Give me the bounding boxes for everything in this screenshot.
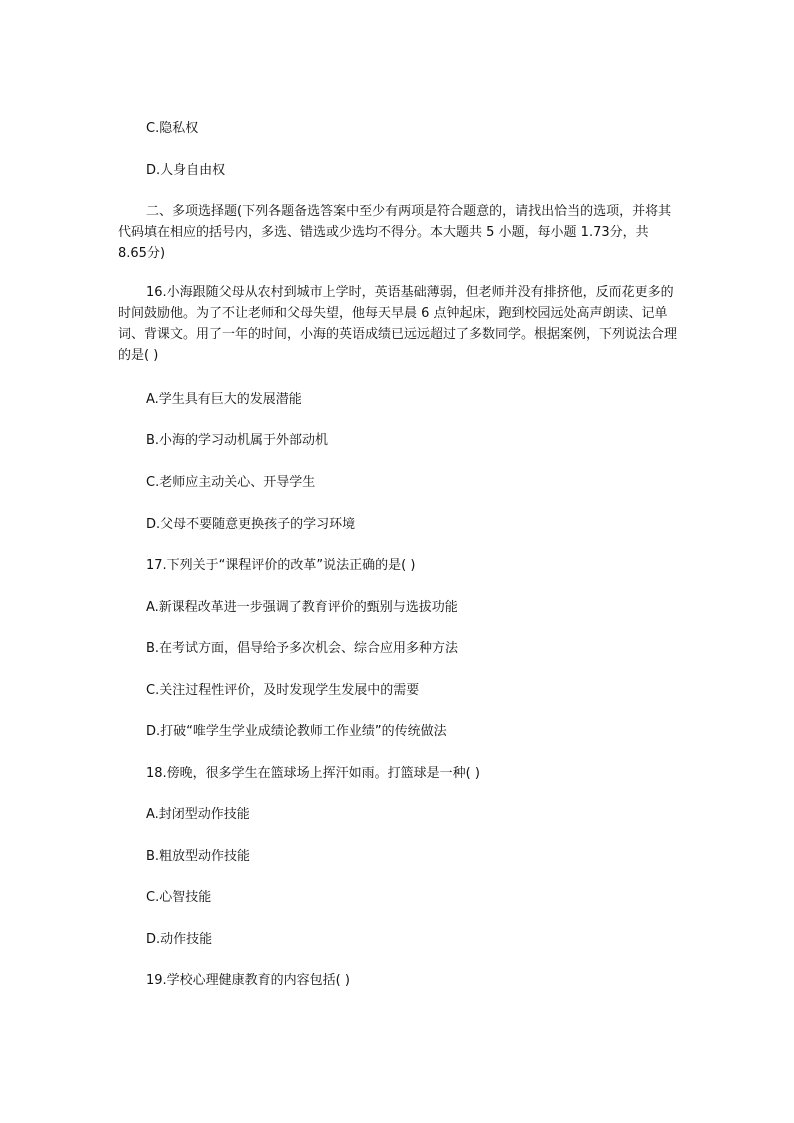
question-17-stem: 17.下列关于“课程评价的改革”说法正确的是( ) bbox=[146, 558, 416, 573]
question-16-stem: 16.小海跟随父母从农村到城市上学时，英语基础薄弱，但老师并没有排挤他，反而花更多的时间鼓励他。为了不让老师和父母失望，他每天早晨 6 点钟起床，跑到校园远处高声朗读、记单词、背课文。用了一年的时间，小海的英语成绩已远远超过了多数同学。根据案例，下列说法合理的是( ) bbox=[118, 285, 678, 363]
question-16-option-b: B.小海的学习动机属于外部动机 bbox=[146, 433, 329, 448]
question-17-option-a: A.新课程改革进一步强调了教育评价的甄别与选拔功能 bbox=[146, 600, 458, 615]
previous-option-d: D.人身自由权 bbox=[146, 163, 226, 178]
question-18-option-a: A.封闭型动作技能 bbox=[146, 807, 250, 822]
question-18-option-d: D.动作技能 bbox=[146, 932, 213, 947]
question-16-option-d: D.父母不要随意更换孩子的学习环境 bbox=[146, 517, 356, 532]
question-16-option-c: C.老师应主动关心、开导学生 bbox=[146, 475, 316, 490]
question-18-option-c: C.心智技能 bbox=[146, 890, 212, 905]
question-18-stem: 18.傍晚，很多学生在篮球场上挥汗如雨。打篮球是一种( ) bbox=[146, 766, 480, 781]
question-19-stem: 19.学校心理健康教育的内容包括( ) bbox=[146, 973, 350, 988]
question-16-option-a: A.学生具有巨大的发展潜能 bbox=[146, 392, 302, 407]
question-17-option-d: D.打破“唯学生学业成绩论教师工作业绩”的传统做法 bbox=[146, 724, 447, 739]
question-17-option-b: B.在考试方面，倡导给予多次机会、综合应用多种方法 bbox=[146, 641, 459, 656]
question-18-option-b: B.粗放型动作技能 bbox=[146, 849, 251, 864]
section-2-header: 二、多项选择题(下列各题备选答案中至少有两项是符合题意的，请找出恰当的选项，并将其代码填在相应的括号内，多选、错选或少选均不得分。本大题共 5 小题，每小题 1.73分，共 8.65分) bbox=[118, 204, 672, 261]
question-17-option-c: C.关注过程性评价，及时发现学生发展中的需要 bbox=[146, 683, 420, 698]
previous-option-c: C.隐私权 bbox=[146, 121, 199, 136]
